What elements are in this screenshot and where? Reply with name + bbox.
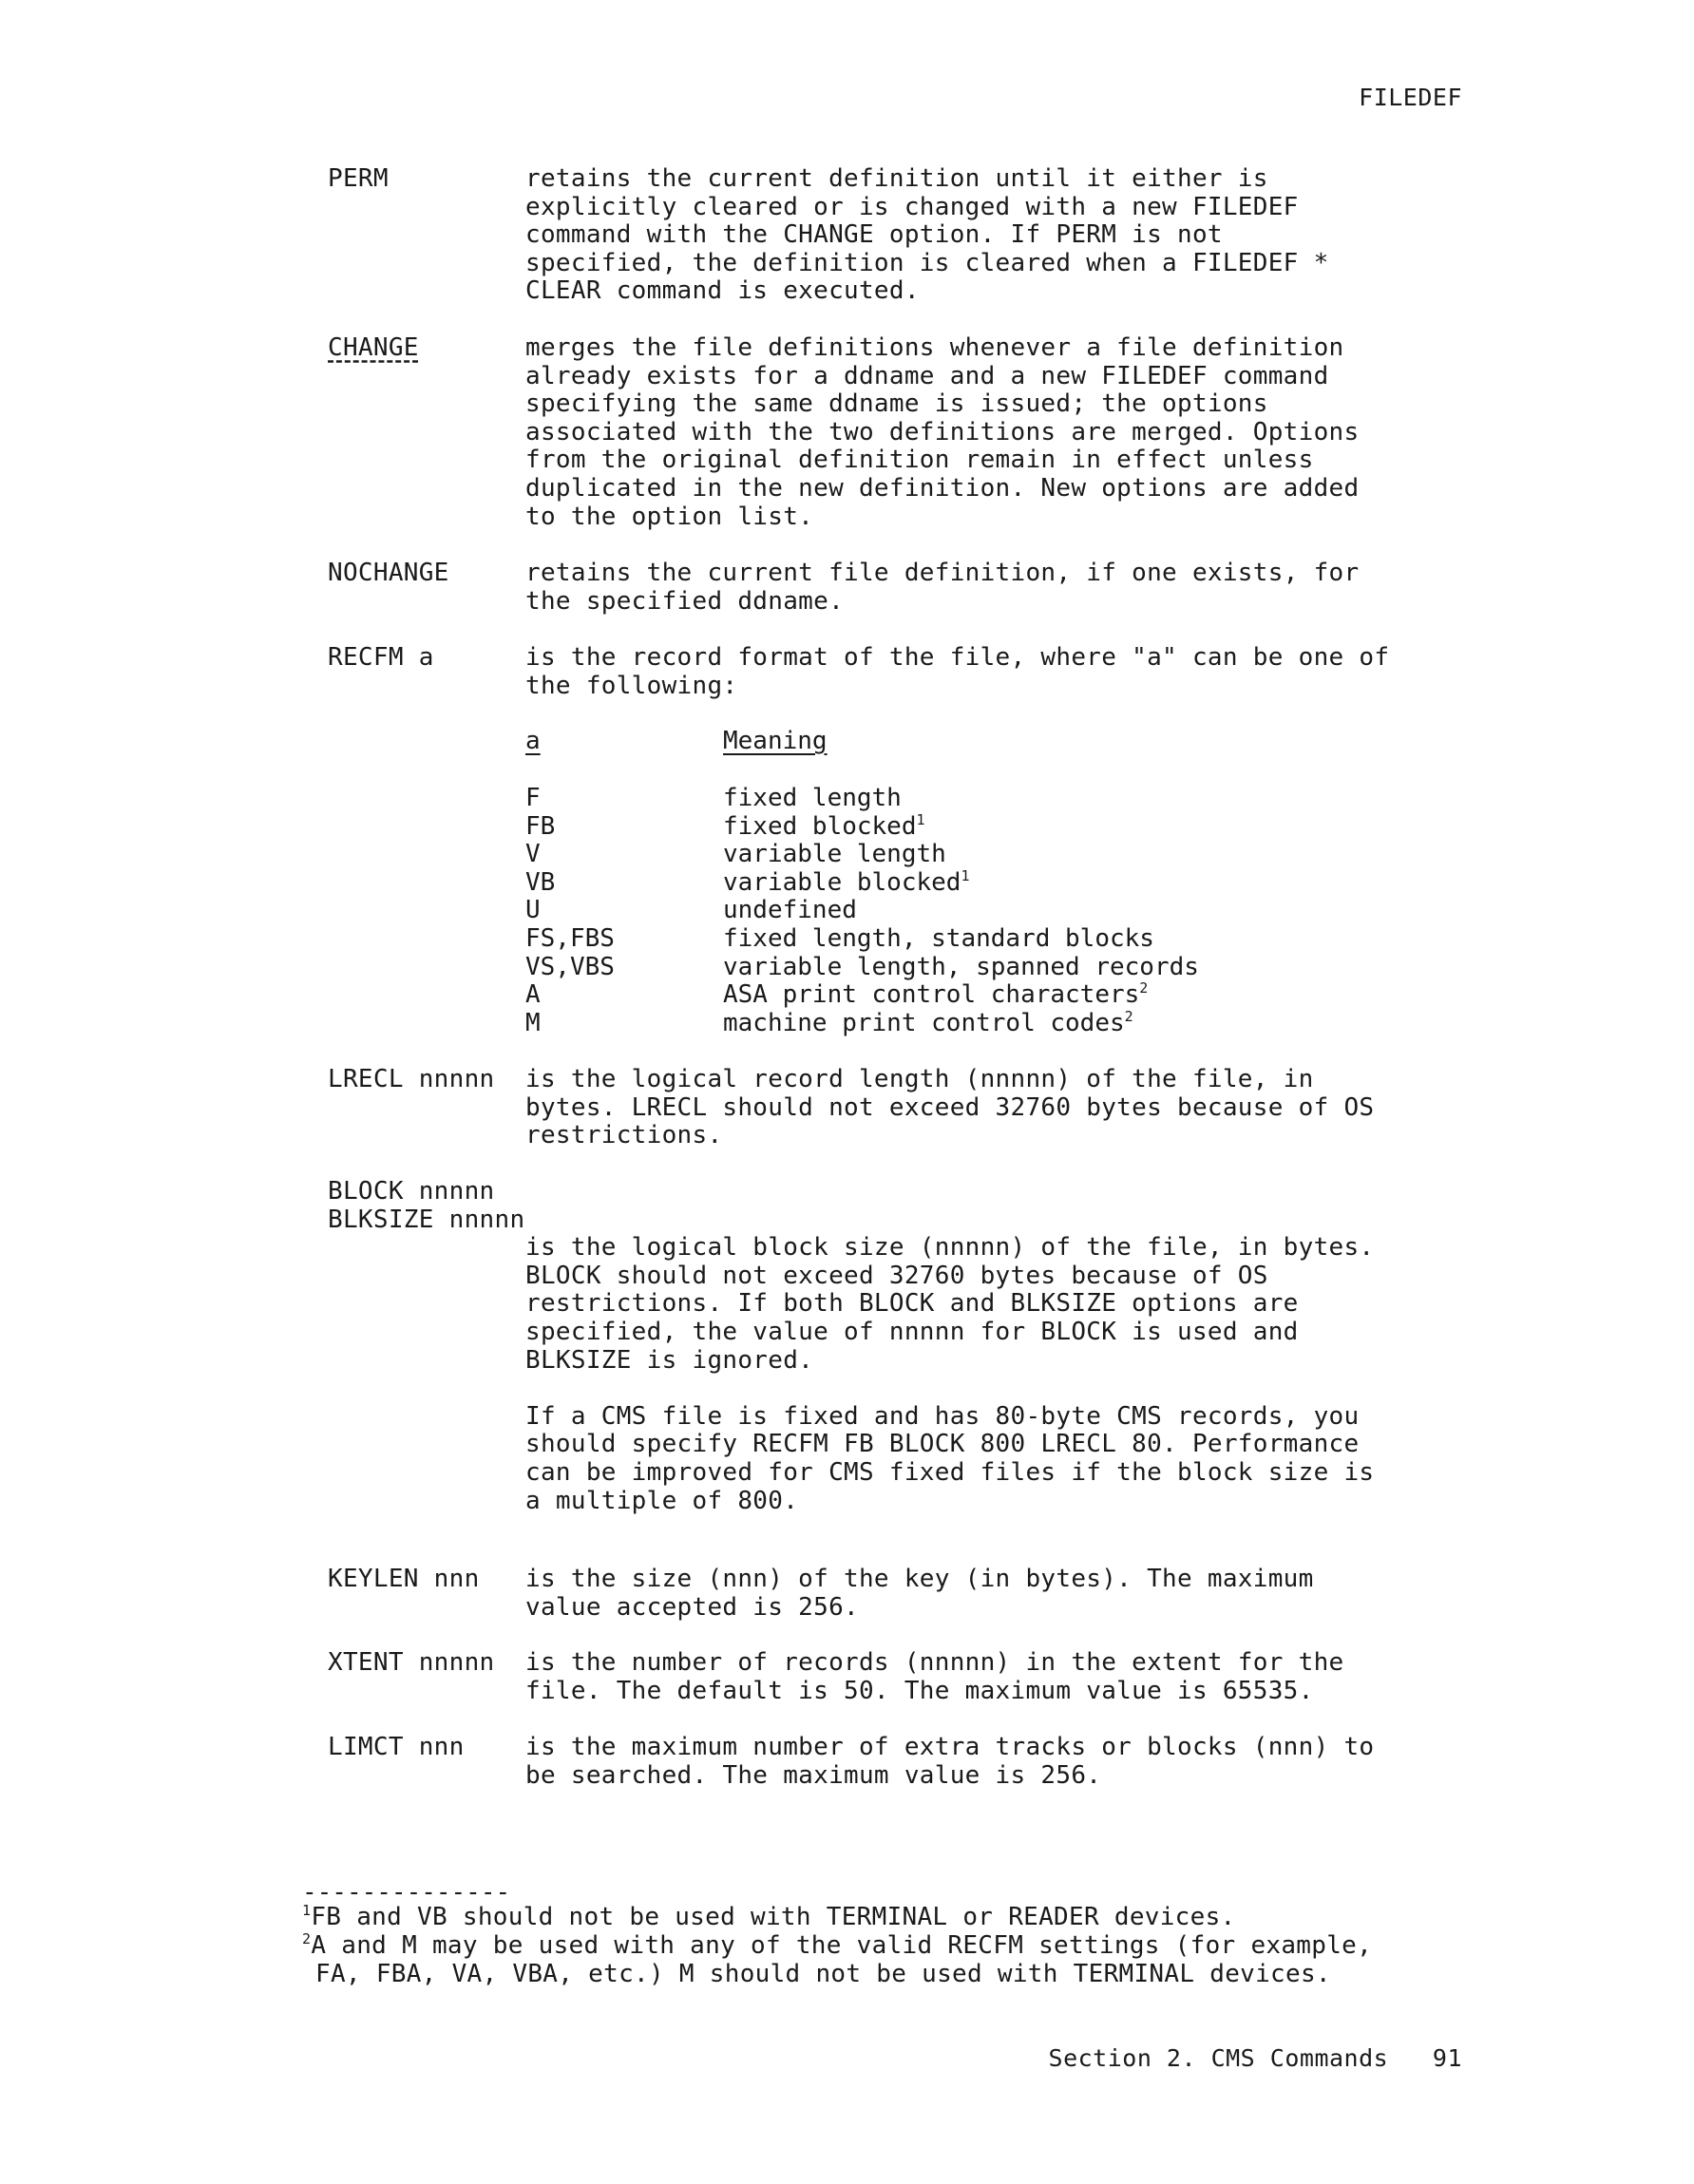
option-description <box>525 334 1466 531</box>
recfm-meaning-text: fixed length, standard blocks <box>723 924 1154 953</box>
recfm-meaning <box>723 866 970 898</box>
desc-line: command with the CHANGE option. If PERM is not <box>525 220 1223 250</box>
desc-line: associated with the two definitions are merged. Options <box>525 417 1360 446</box>
option-term: BLOCK nnnnn <box>328 1177 495 1206</box>
desc-line: the following: <box>525 671 738 700</box>
footnote-line: FA, FBA, VA, VBA, etc.) M should not be used with TERMINAL devices. <box>315 1959 1331 1988</box>
recfm-meaning <box>723 810 925 842</box>
footnote-ref: 1 <box>916 810 925 828</box>
page-number: 91 <box>1432 2044 1462 2072</box>
section-label: Section 2. CMS Commands <box>1048 2044 1389 2072</box>
recfm-table-header <box>525 727 828 756</box>
option-description <box>525 1566 1466 1622</box>
desc-line: restrictions. If both BLOCK and BLKSIZE options are <box>525 1289 1299 1319</box>
desc-line: specifying the same ddname is issued; the options <box>525 389 1268 419</box>
desc-line: is the logical record length (nnnnn) of the file, in <box>525 1065 1314 1093</box>
desc-line: explicitly cleared or is changed with a new FILEDEF <box>525 192 1299 221</box>
recfm-code: VS,VBS <box>525 952 615 981</box>
recfm-code: V <box>525 840 541 869</box>
running-head: FILEDEF <box>1359 84 1462 111</box>
footnote-rule: -------------- <box>302 1878 511 1907</box>
recfm-code: FS,FBS <box>525 924 615 953</box>
recfm-meaning <box>723 785 902 813</box>
desc-line: to the option list. <box>525 502 814 531</box>
desc-line: retains the current definition until it either is <box>525 164 1268 193</box>
recfm-meaning <box>723 897 857 925</box>
recfm-code: M <box>525 1008 541 1037</box>
footnote-line <box>302 1904 1480 1932</box>
desc-line: already exists for a ddname and a new FILEDEF command <box>525 361 1329 390</box>
desc-line: BLOCK should not exceed 32760 bytes because of OS <box>525 1261 1268 1290</box>
recfm-meaning-text: variable blocked <box>723 867 961 897</box>
option-description <box>525 1649 1466 1705</box>
desc-line: retains the current file definition, if one exists, for <box>525 559 1360 587</box>
recfm-code: F <box>525 784 541 812</box>
recfm-meaning-text: variable length <box>723 840 946 869</box>
option-term: PERM <box>328 164 389 193</box>
recfm-row <box>525 785 1466 813</box>
recfm-meaning <box>723 841 946 869</box>
desc-line: restrictions. <box>525 1121 723 1150</box>
desc-line: CLEAR command is executed. <box>525 276 920 306</box>
recfm-code: VB <box>525 867 556 897</box>
recfm-row <box>525 1007 1466 1038</box>
recfm-row <box>525 954 1466 982</box>
recfm-col-meaning: Meaning <box>723 727 828 755</box>
recfm-row <box>525 897 1466 925</box>
option-term: BLKSIZE nnnnn <box>328 1205 525 1234</box>
desc-line: specified, the value of nnnnn for BLOCK is used and <box>525 1317 1299 1346</box>
recfm-row <box>525 925 1466 954</box>
desc-line: is the record format of the file, where "a" can be one of <box>525 643 1390 672</box>
option-description <box>525 165 1466 306</box>
option-description <box>525 1734 1466 1790</box>
desc-line: the specified ddname. <box>525 586 845 616</box>
option-description <box>525 560 1466 616</box>
desc-line: can be improved for CMS fixed files if the block size is <box>525 1457 1375 1487</box>
recfm-code: U <box>525 896 541 925</box>
recfm-code: FB <box>525 811 556 841</box>
recfm-meaning <box>723 1007 1133 1038</box>
desc-line: is the size (nnn) of the key (in bytes). The maximum <box>525 1565 1314 1593</box>
recfm-meaning <box>723 954 1199 982</box>
recfm-meaning-text: undefined <box>723 896 857 925</box>
recfm-code: A <box>525 980 541 1010</box>
desc-line: file. The default is 50. The maximum value is 65535. <box>525 1676 1314 1705</box>
recfm-meaning-text: fixed length <box>723 784 902 812</box>
option-term-default: CHANGE <box>328 333 419 362</box>
desc-paragraph <box>525 1403 1466 1515</box>
footnote-text: A and M may be used with any of the valid RECFM settings (for example, <box>311 1931 1373 1960</box>
desc-line: a multiple of 800. <box>525 1486 799 1515</box>
desc-line: BLKSIZE is ignored. <box>525 1345 814 1375</box>
desc-line: is the logical block size (nnnnn) of the file, in bytes. <box>525 1233 1375 1263</box>
footnote-ref: 2 <box>1139 979 1149 997</box>
desc-line: If a CMS file is fixed and has 80-byte CMS records, you <box>525 1401 1360 1431</box>
recfm-meaning-text: fixed blocked <box>723 811 917 841</box>
footnote-mark: 1 <box>302 1902 312 1919</box>
recfm-meaning-text: variable length, spanned records <box>723 952 1199 981</box>
desc-line: is the number of records (nnnnn) in the extent for the <box>525 1648 1344 1677</box>
recfm-col-a: a <box>525 727 541 755</box>
desc-line: bytes. LRECL should not exceed 32760 bytes because of OS <box>525 1092 1375 1122</box>
option-term: LRECL nnnnn <box>328 1065 495 1093</box>
recfm-meaning <box>723 925 1154 954</box>
recfm-row <box>525 866 1466 898</box>
footnote-line <box>302 1932 1480 1961</box>
recfm-meaning <box>723 981 1148 1010</box>
desc-line: value accepted is 256. <box>525 1592 859 1622</box>
footnote-1 <box>302 1904 1480 1932</box>
footnote-ref: 1 <box>961 866 970 884</box>
footnote-ref: 2 <box>1124 1007 1133 1025</box>
desc-paragraph <box>525 1234 1466 1375</box>
option-term: LIMCT nnn <box>328 1733 465 1761</box>
running-foot <box>1049 2044 1462 2072</box>
desc-line: be searched. The maximum value is 256. <box>525 1760 1102 1790</box>
option-description <box>525 1066 1466 1150</box>
footnote-2 <box>302 1932 1480 1988</box>
desc-line: merges the file definitions whenever a file definition <box>525 333 1344 362</box>
desc-line: from the original definition remain in effect unless <box>525 446 1314 475</box>
recfm-row <box>525 810 1466 842</box>
footnote-mark: 2 <box>302 1930 312 1947</box>
footnote-text: FB and VB should not be used with TERMINAL or READER devices. <box>311 1903 1236 1931</box>
recfm-row <box>525 981 1466 1010</box>
option-term: KEYLEN nnn <box>328 1565 480 1593</box>
desc-line: specified, the definition is cleared when a FILEDEF * <box>525 248 1329 277</box>
desc-line: duplicated in the new definition. New options are added <box>525 473 1360 503</box>
recfm-meaning-text: machine print control codes <box>723 1008 1125 1037</box>
desc-line: is the maximum number of extra tracks or blocks (nnn) to <box>525 1733 1375 1761</box>
recfm-row <box>525 841 1466 869</box>
option-description <box>525 1234 1466 1515</box>
option-term: XTENT nnnnn <box>328 1648 495 1677</box>
option-description <box>525 644 1466 700</box>
option-term: NOCHANGE <box>328 559 449 587</box>
option-term: RECFM a <box>328 643 434 672</box>
recfm-meaning-text: ASA print control characters <box>723 980 1140 1010</box>
desc-line: should specify RECFM FB BLOCK 800 LRECL 80. Performance <box>525 1430 1360 1459</box>
